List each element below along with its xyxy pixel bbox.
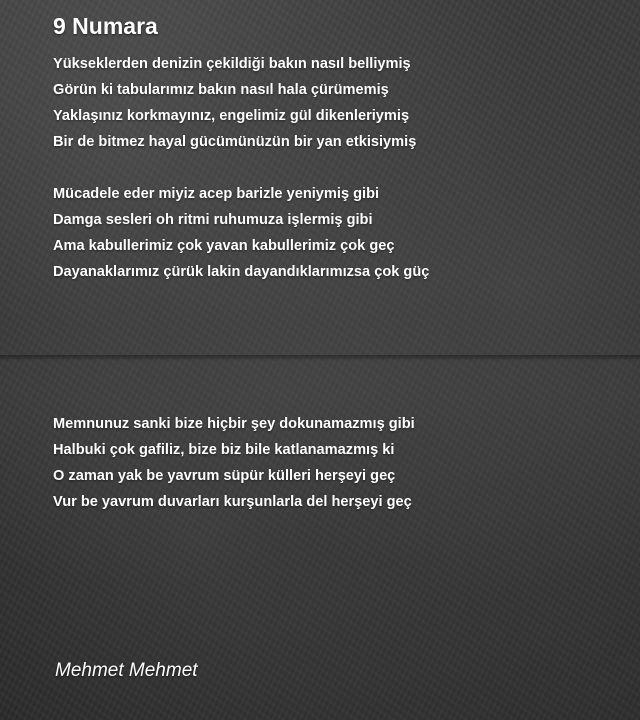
poem-line: Bir de bitmez hayal gücümünüzün bir yan etkisiymiş [53, 134, 417, 150]
poem-line: Halbuki çok gafiliz, bize biz bile katlanamazmış ki [53, 442, 395, 458]
background-seam [0, 355, 640, 361]
poem-author: Mehmet Mehmet [55, 660, 198, 681]
poem-line: Yükseklerden denizin çekildiği bakın nasıl belliymiş [53, 56, 411, 72]
stanza-2 [53, 181, 429, 285]
poem-line: Memnunuz sanki bize hiçbir şey dokunamazmış gibi [53, 416, 415, 432]
poem-line: Görün ki tabularımız bakın nasıl hala çürümemiş [53, 82, 389, 98]
poem-line: Dayanaklarımız çürük lakin dayandıklarımızsa çok güç [53, 264, 430, 280]
poem-line: Vur be yavrum duvarları kurşunlarla del herşeyi geç [53, 494, 412, 510]
poem-line: Mücadele eder miyiz acep barizle yeniymiş gibi [53, 186, 380, 202]
stanza-3 [53, 411, 415, 515]
poem-line: Yaklaşınız korkmayınız, engelimiz gül dikenleriymiş [53, 108, 410, 124]
poem-title: 9 Numara [53, 13, 158, 39]
poem-line: Damga sesleri oh ritmi ruhumuza işlermiş gibi [53, 212, 373, 228]
poem-line: O zaman yak be yavrum süpür külleri herşeyi geç [53, 468, 396, 484]
poem-line: Ama kabullerimiz çok yavan kabullerimiz çok geç [53, 238, 395, 254]
stanza-1 [53, 51, 416, 155]
